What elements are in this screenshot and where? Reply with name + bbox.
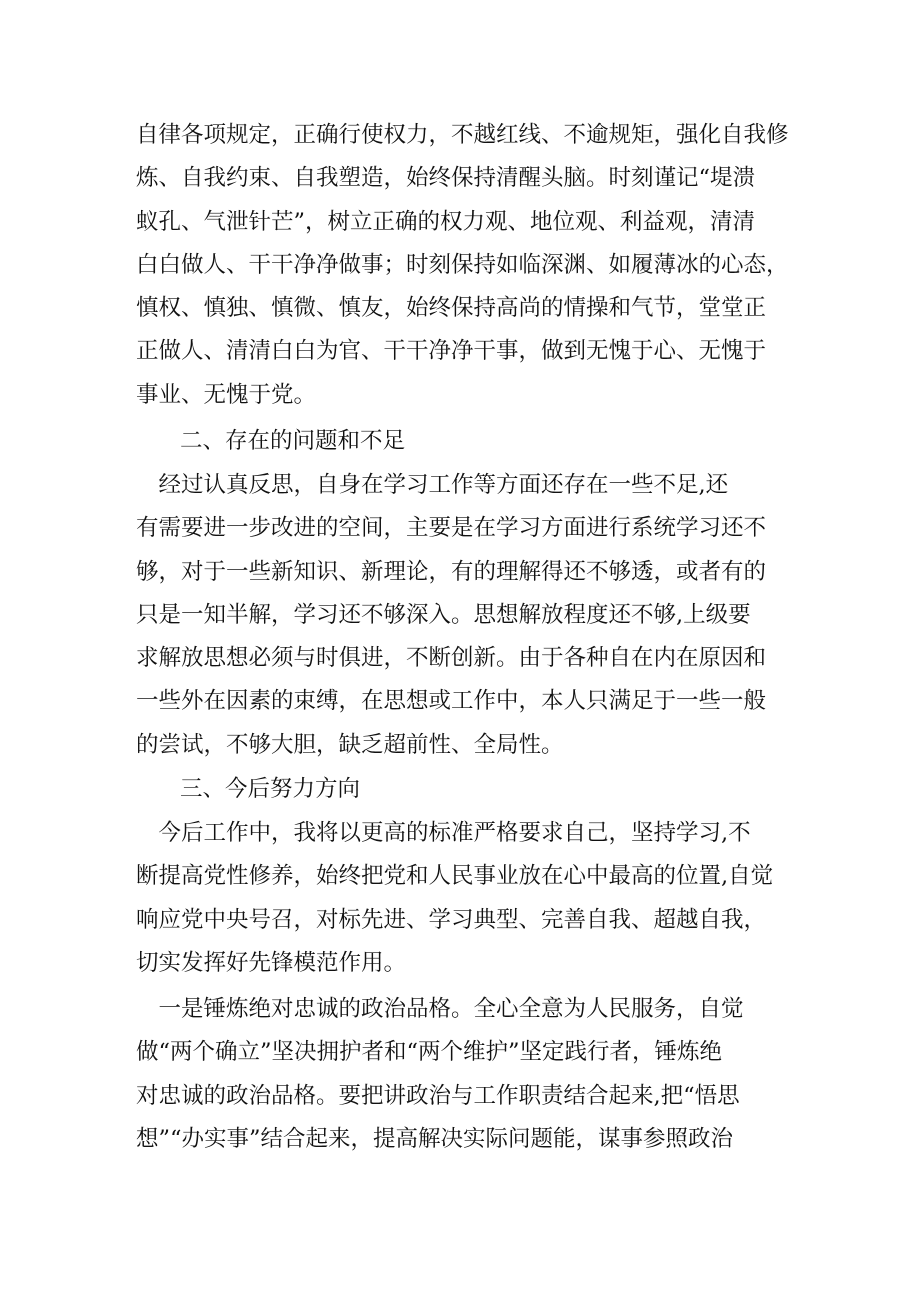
section-heading-direction: 三、今后努力方向 bbox=[180, 776, 361, 802]
paragraph-line: 事业、无愧于党。 bbox=[136, 381, 317, 408]
paragraph-line: 慎权、慎独、慎微、慎友，始终保持高尚的情操和气节，堂堂正 bbox=[136, 295, 767, 322]
paragraph-line: 蚁孔、气泄针芒”，树立正确的权力观、地位观、利益观，清清 bbox=[136, 208, 756, 235]
paragraph-line: 断提高党性修养，始终把党和人民事业放在心中最高的位置,自觉 bbox=[136, 863, 774, 890]
paragraph-line: 响应党中央号召，对标先进、学习典型、完善自我、超越自我， bbox=[136, 906, 767, 933]
paragraph-line: 正做人、清清白白为官、干干净净干事，做到无愧于心、无愧于 bbox=[136, 338, 767, 365]
paragraph-line: 做“两个确立”坚决拥护者和“两个维护”坚定践行者，锤炼绝 bbox=[136, 1039, 723, 1066]
paragraph-line: 对忠诚的政治品格。要把讲政治与工作职责结合起来,把“悟思 bbox=[136, 1082, 740, 1109]
paragraph-line: 有需要进一步改进的空间，主要是在学习方面进行系统学习还不 bbox=[136, 515, 767, 542]
problems-paragraph bbox=[136, 464, 796, 767]
paragraph-line: 切实发挥好先锋模范作用。 bbox=[136, 949, 407, 976]
paragraph-line: 求解放思想必须与时俱进，不断创新。由于各种自在内在原因和 bbox=[136, 645, 767, 672]
paragraph-line: 一是锤炼绝对忠诚的政治品格。全心全意为人民服务，自觉 bbox=[136, 996, 744, 1022]
direction-paragraph bbox=[136, 812, 796, 985]
paragraph-line: 想”“办实事”结合起来，提高解决实际问题能，谋事参照政治 bbox=[136, 1125, 734, 1152]
point-one-paragraph bbox=[136, 988, 796, 1161]
intro-paragraph bbox=[136, 114, 796, 417]
paragraph-line: 今后工作中，我将以更高的标准严格要求自己，坚持学习,不 bbox=[136, 820, 751, 846]
paragraph-line: 只是一知半解，学习还不够深入。思想解放程度还不够,上级要 bbox=[136, 601, 751, 628]
paragraph-line: 白白做人、干干净净做事；时刻保持如临深渊、如履薄冰的心态， bbox=[136, 251, 789, 278]
paragraph-line: 自律各项规定，正确行使权力，不越红线、不逾规矩，强化自我修 bbox=[136, 122, 789, 148]
paragraph-line: 够，对于一些新知识、新理论，有的理解得还不够透，或者有的 bbox=[136, 558, 767, 585]
section-heading-problems: 二、存在的问题和不足 bbox=[180, 428, 406, 454]
paragraph-line: 炼、自我约束、自我塑造，始终保持清醒头脑。时刻谨记“堤溃 bbox=[136, 165, 756, 192]
paragraph-line: 一些外在因素的束缚，在思想或工作中，本人只满足于一些一般 bbox=[136, 688, 767, 715]
paragraph-line: 的尝试，不够大胆，缺乏超前性、全局性。 bbox=[136, 731, 564, 758]
paragraph-line: 经过认真反思，自身在学习工作等方面还存在一些不足,还 bbox=[136, 472, 729, 498]
